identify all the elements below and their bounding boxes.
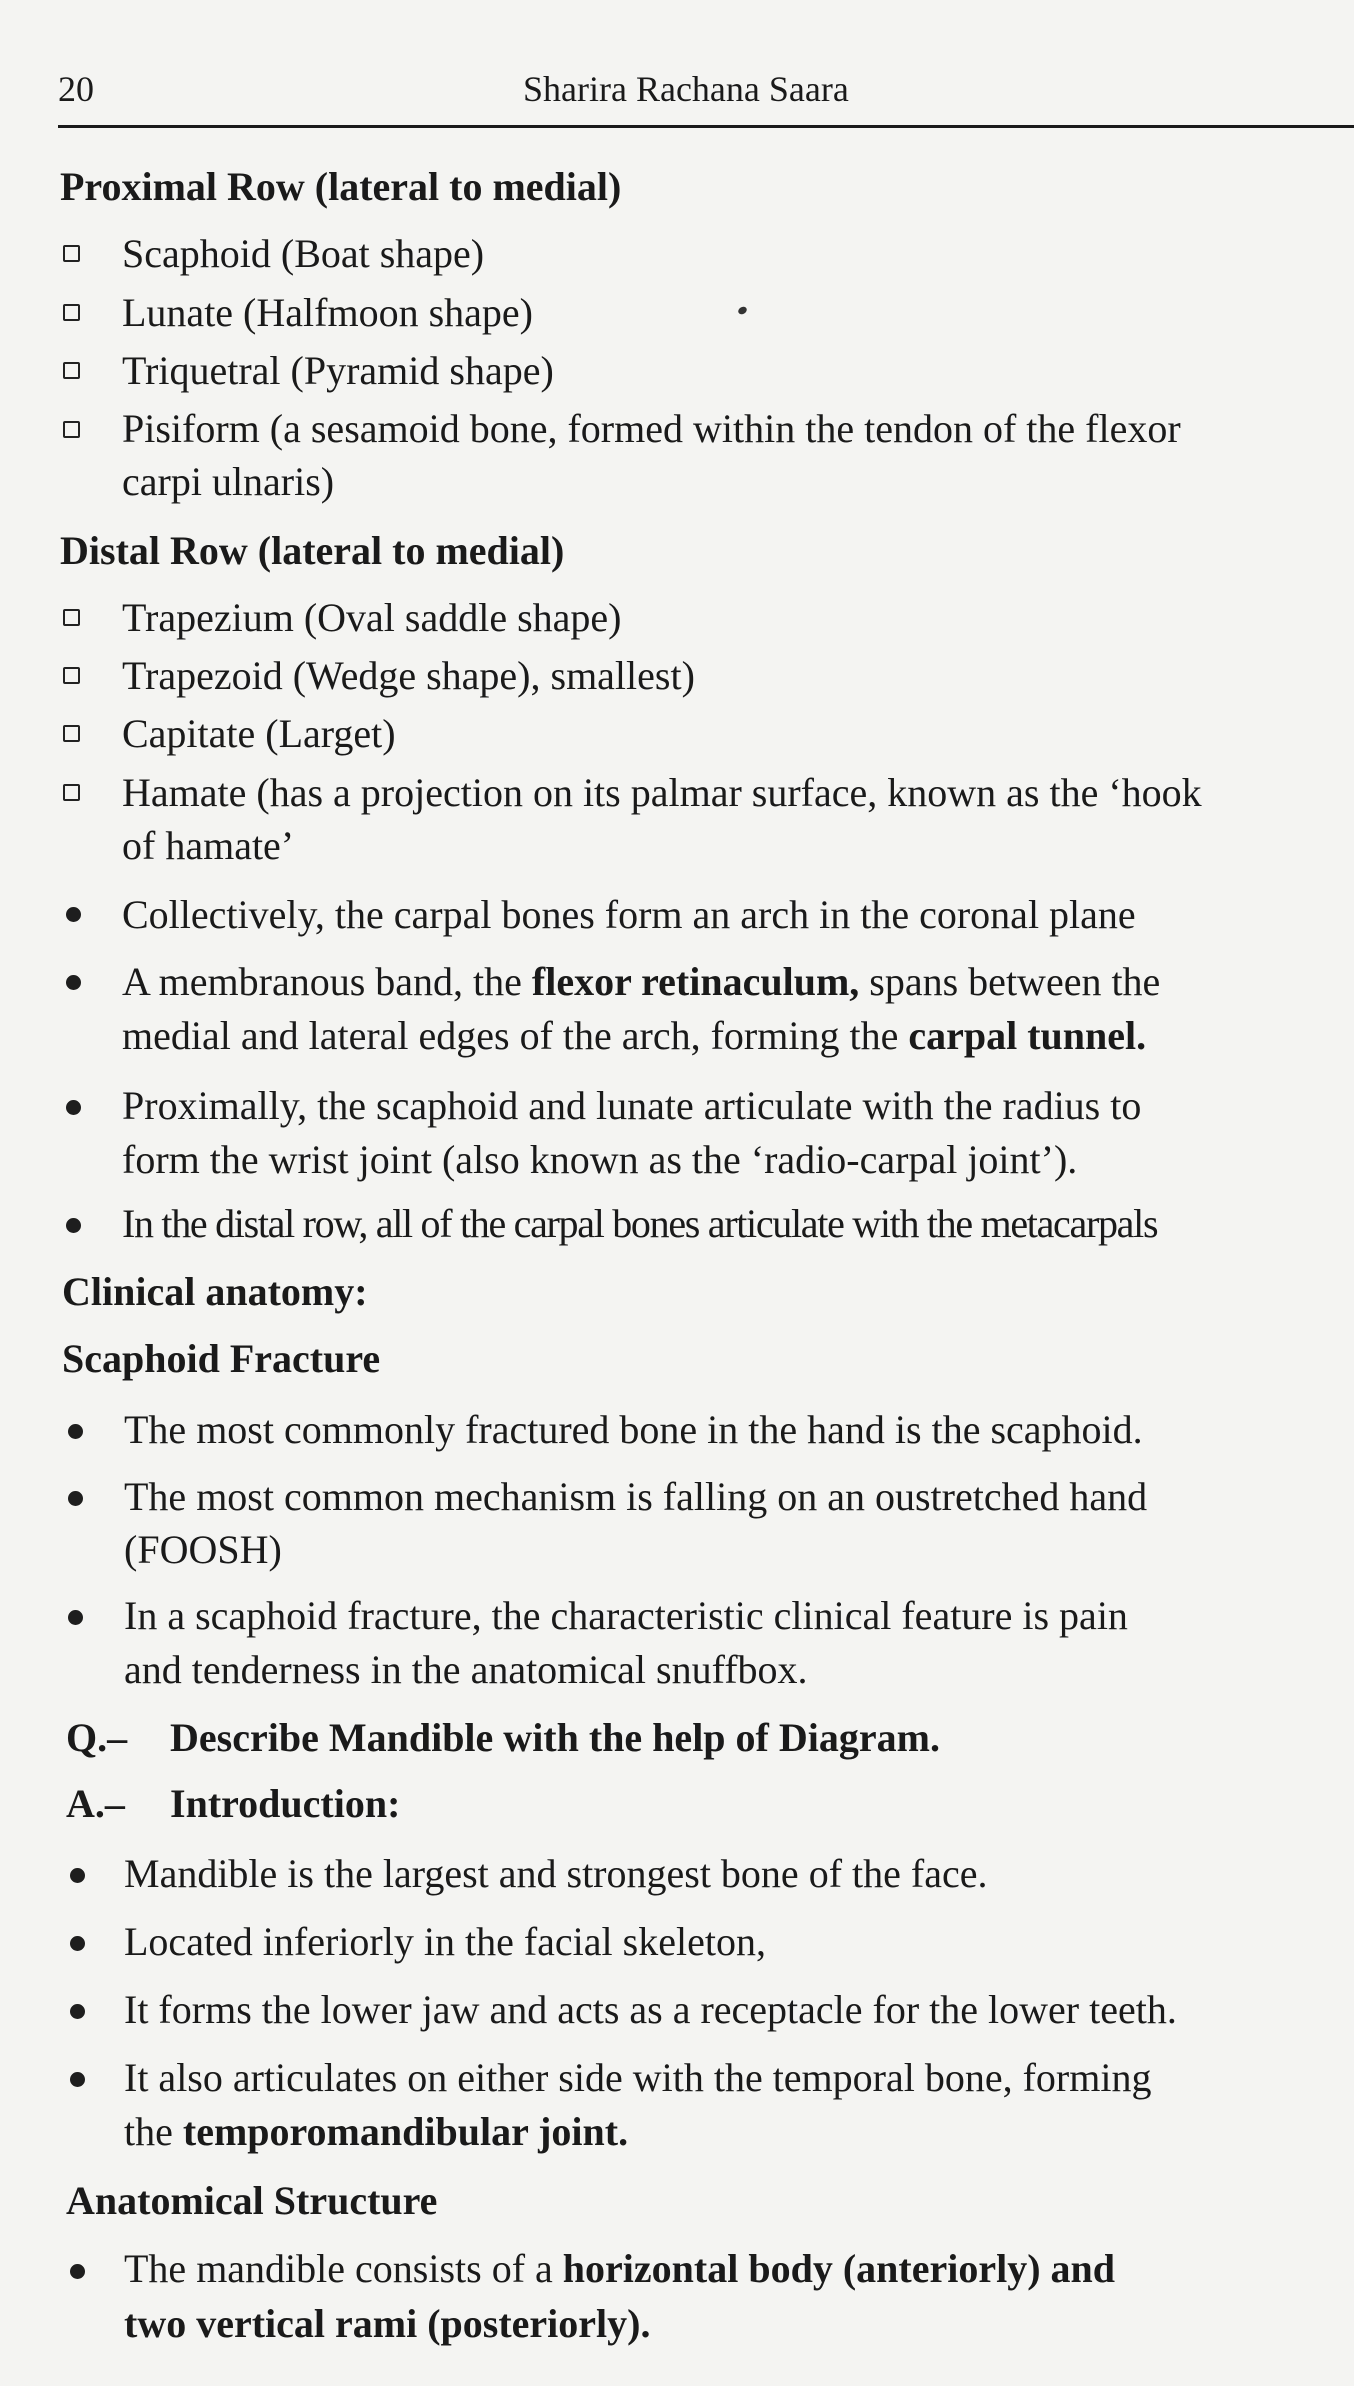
paragraph-continuation: two vertical rami (posteriorly). bbox=[124, 2301, 651, 2346]
list-item: Lunate (Halfmoon shape) bbox=[122, 290, 533, 335]
paragraph: The most common mechanism is falling on an oustretched hand bbox=[124, 1474, 1148, 1519]
list-item: Scaphoid (Boat shape) bbox=[122, 231, 485, 276]
checkbox-bullet-icon bbox=[63, 362, 80, 379]
paragraph: It forms the lower jaw and acts as a receptacle for the lower teeth. bbox=[124, 1987, 1177, 2032]
list-item-continuation: of hamate’ bbox=[122, 823, 295, 868]
anatomical-structure-heading: Anatomical Structure bbox=[66, 2178, 438, 2223]
bullet-icon bbox=[68, 1491, 83, 1506]
list-item: Hamate (has a projection on its palmar surface, known as the ‘hook bbox=[122, 770, 1202, 815]
checkbox-bullet-icon bbox=[63, 304, 80, 321]
scaphoid-fracture-heading: Scaphoid Fracture bbox=[62, 1336, 381, 1381]
bullet-icon bbox=[66, 1100, 81, 1115]
bullet-icon bbox=[70, 1868, 85, 1883]
bullet-icon bbox=[70, 2072, 85, 2087]
checkbox-bullet-icon bbox=[63, 725, 80, 742]
checkbox-bullet-icon bbox=[63, 667, 80, 684]
question-label: Q.– bbox=[66, 1715, 128, 1760]
bullet-icon bbox=[70, 2264, 85, 2279]
list-item: Capitate (Larget) bbox=[122, 711, 396, 756]
bullet-icon bbox=[68, 1424, 83, 1439]
question-text: Describe Mandible with the help of Diagram. bbox=[170, 1715, 940, 1760]
checkbox-bullet-icon bbox=[63, 421, 80, 438]
bullet-icon bbox=[70, 1936, 85, 1951]
introduction-heading: Introduction: bbox=[170, 1781, 401, 1826]
bullet-icon bbox=[66, 975, 81, 990]
checkbox-bullet-icon bbox=[63, 784, 80, 801]
list-item: Trapezium (Oval saddle shape) bbox=[122, 595, 622, 640]
paragraph: It also articulates on either side with the temporal bone, forming bbox=[124, 2055, 1152, 2100]
bullet-icon bbox=[66, 1218, 81, 1233]
page-header bbox=[58, 68, 1354, 112]
bullet-icon bbox=[68, 1610, 83, 1625]
list-item-continuation: carpi ulnaris) bbox=[122, 459, 335, 504]
paragraph: Proximally, the scaphoid and lunate articulate with the radius to bbox=[122, 1083, 1142, 1128]
list-item: Triquetral (Pyramid shape) bbox=[122, 348, 554, 393]
paragraph: A membranous band, the flexor retinaculum, spans between the bbox=[122, 959, 1161, 1004]
paragraph-continuation: and tenderness in the anatomical snuffbox. bbox=[124, 1647, 808, 1692]
paragraph: Mandible is the largest and strongest bone of the face. bbox=[124, 1851, 988, 1896]
paragraph-continuation: form the wrist joint (also known as the ‘radio-carpal joint’). bbox=[122, 1137, 1078, 1182]
paragraph: Located inferiorly in the facial skeleton, bbox=[124, 1919, 766, 1964]
paragraph: The most commonly fractured bone in the hand is the scaphoid. bbox=[124, 1407, 1143, 1452]
checkbox-bullet-icon bbox=[63, 609, 80, 626]
paragraph: In a scaphoid fracture, the characteristic clinical feature is pain bbox=[124, 1593, 1128, 1638]
ink-speck bbox=[737, 305, 748, 316]
list-item: Pisiform (a sesamoid bone, formed within the tendon of the flexor bbox=[122, 406, 1181, 451]
bullet-icon bbox=[70, 2004, 85, 2019]
paragraph-continuation: (FOOSH) bbox=[124, 1527, 282, 1572]
header-rule bbox=[58, 125, 1354, 128]
clinical-anatomy-heading: Clinical anatomy: bbox=[62, 1269, 368, 1314]
running-title: Sharira Rachana Saara bbox=[523, 69, 849, 109]
bullet-icon bbox=[66, 907, 81, 922]
paragraph: Collectively, the carpal bones form an arch in the coronal plane bbox=[122, 892, 1136, 937]
paragraph-continuation: the temporomandibular joint. bbox=[124, 2109, 629, 2154]
proximal-row-heading: Proximal Row (lateral to medial) bbox=[60, 164, 622, 209]
checkbox-bullet-icon bbox=[63, 245, 80, 262]
list-item: Trapezoid (Wedge shape), smallest) bbox=[122, 653, 695, 698]
paragraph-continuation: medial and lateral edges of the arch, forming the carpal tunnel. bbox=[122, 1013, 1147, 1058]
paragraph: In the distal row, all of the carpal bones articulate with the metacarpals bbox=[122, 1201, 1158, 1246]
paragraph: The mandible consists of a horizontal body (anteriorly) and bbox=[124, 2246, 1116, 2291]
page-number: 20 bbox=[58, 69, 94, 109]
answer-label: A.– bbox=[66, 1781, 125, 1826]
distal-row-heading: Distal Row (lateral to medial) bbox=[60, 528, 565, 573]
